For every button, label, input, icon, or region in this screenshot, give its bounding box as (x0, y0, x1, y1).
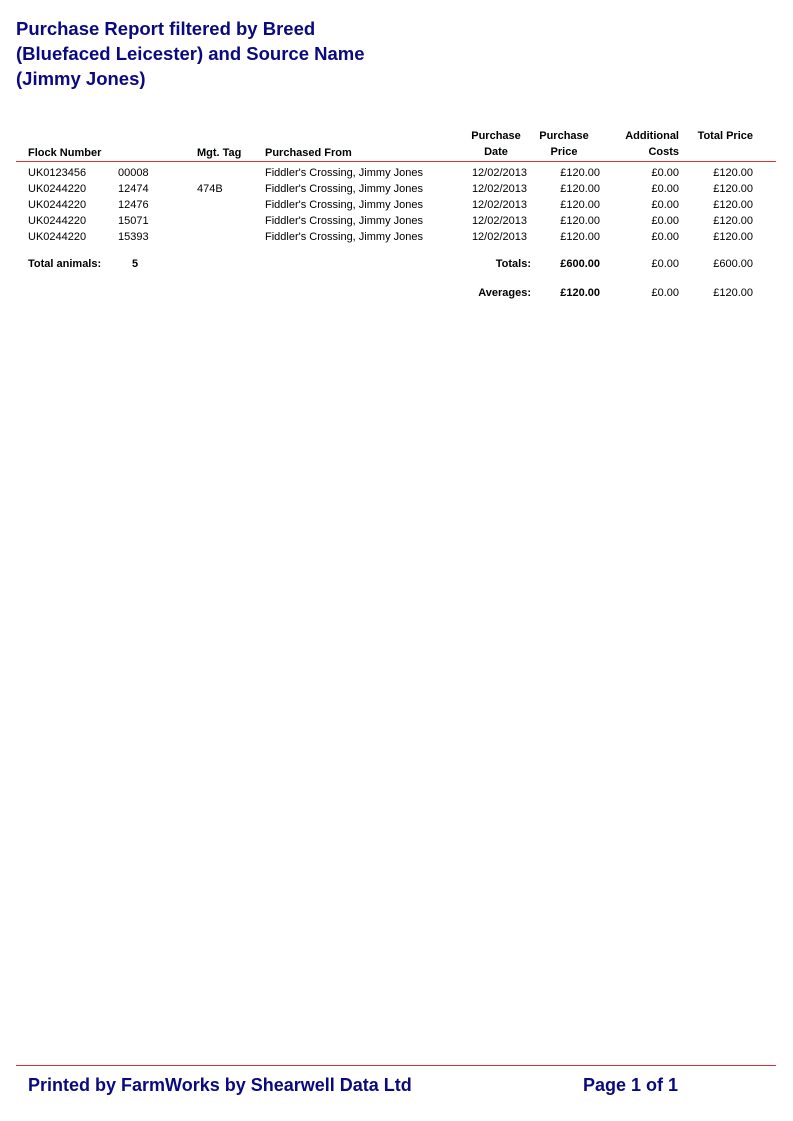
table-row (0, 197, 793, 213)
cell-additional-costs: £0.00 (651, 215, 679, 227)
cell-purchase-date: 12/02/2013 (471, 199, 527, 211)
averages-label: Averages: (478, 287, 531, 299)
cell-flock-number: UK0244220 (28, 231, 87, 243)
footer-page-number: Page 1 of 1 (583, 1075, 679, 1095)
table-row (0, 181, 793, 197)
totals-total-price: £600.00 (713, 258, 753, 270)
header-additional-costs (600, 128, 679, 160)
cell-additional-costs: £0.00 (651, 183, 679, 195)
cell-mgt-tag: 474B (197, 183, 223, 195)
total-animals-label: Total animals: (28, 258, 102, 270)
cell-flock-number: UK0244220 (28, 215, 87, 227)
cell-total-price: £120.00 (713, 215, 753, 227)
header-purchase-price (530, 128, 598, 160)
cell-flock-number: UK0244220 (28, 183, 87, 195)
header-purchase-date (460, 128, 532, 160)
cell-total-price: £120.00 (713, 167, 753, 179)
cell-total-price: £120.00 (713, 183, 753, 195)
footer-divider (16, 1065, 776, 1066)
table-row (0, 229, 793, 245)
cell-flock-number: UK0123456 (28, 167, 87, 179)
cell-tag-number: 15393 (118, 231, 149, 243)
table-row (0, 165, 793, 181)
cell-tag-number: 12476 (118, 199, 149, 211)
header-additional-costs-line-1: Additional (625, 130, 679, 142)
cell-tag-number: 15071 (118, 215, 149, 227)
report-title (16, 16, 486, 91)
report-title-line-2: (Bluefaced Leicester) and Source Name (16, 43, 365, 64)
cell-purchase-price: £120.00 (560, 231, 600, 243)
report-title-line-1: Purchase Report filtered by Breed (16, 18, 316, 39)
cell-purchase-price: £120.00 (560, 215, 600, 227)
total-animals-value: 5 (132, 258, 139, 270)
header-additional-costs-line-2: Costs (648, 146, 679, 158)
cell-purchase-date: 12/02/2013 (471, 167, 527, 179)
cell-purchase-date: 12/02/2013 (471, 231, 527, 243)
cell-purchased-from: Fiddler's Crossing, Jimmy Jones (265, 215, 423, 227)
cell-purchased-from: Fiddler's Crossing, Jimmy Jones (265, 183, 423, 195)
cell-purchased-from: Fiddler's Crossing, Jimmy Jones (265, 231, 423, 243)
table-row (0, 213, 793, 229)
cell-purchase-date: 12/02/2013 (471, 183, 527, 195)
cell-total-price: £120.00 (713, 199, 753, 211)
header-purchased-from: Purchased From (265, 147, 352, 159)
header-mgt-tag: Mgt. Tag (197, 147, 242, 159)
cell-purchase-date: 12/02/2013 (471, 215, 527, 227)
header-purchase-price-line-2: Price (550, 146, 578, 158)
header-purchase-date-line-1: Purchase (471, 130, 521, 142)
cell-total-price: £120.00 (713, 231, 753, 243)
footer-printed-by: Printed by FarmWorks by Shearwell Data Ltd (28, 1075, 412, 1095)
cell-flock-number: UK0244220 (28, 199, 87, 211)
cell-tag-number: 12474 (118, 183, 149, 195)
cell-purchase-price: £120.00 (560, 167, 600, 179)
cell-purchase-price: £120.00 (560, 183, 600, 195)
cell-additional-costs: £0.00 (651, 231, 679, 243)
cell-tag-number: 00008 (118, 167, 149, 179)
averages-total-price: £120.00 (713, 287, 753, 299)
header-total-price: Total Price (697, 130, 753, 142)
header-flock-number: Flock Number (28, 147, 102, 159)
header-purchase-price-line-1: Purchase (539, 130, 589, 142)
cell-additional-costs: £0.00 (651, 167, 679, 179)
header-divider (16, 161, 776, 162)
totals-label: Totals: (495, 258, 531, 270)
totals-purchase-price: £600.00 (560, 258, 600, 270)
averages-additional-costs: £0.00 (651, 287, 679, 299)
header-purchase-date-line-2: Date (484, 146, 508, 158)
cell-purchase-price: £120.00 (560, 199, 600, 211)
cell-additional-costs: £0.00 (651, 199, 679, 211)
cell-purchased-from: Fiddler's Crossing, Jimmy Jones (265, 167, 423, 179)
report-title-line-3: (Jimmy Jones) (16, 68, 146, 89)
averages-purchase-price: £120.00 (560, 287, 600, 299)
cell-purchased-from: Fiddler's Crossing, Jimmy Jones (265, 199, 423, 211)
totals-additional-costs: £0.00 (651, 258, 679, 270)
